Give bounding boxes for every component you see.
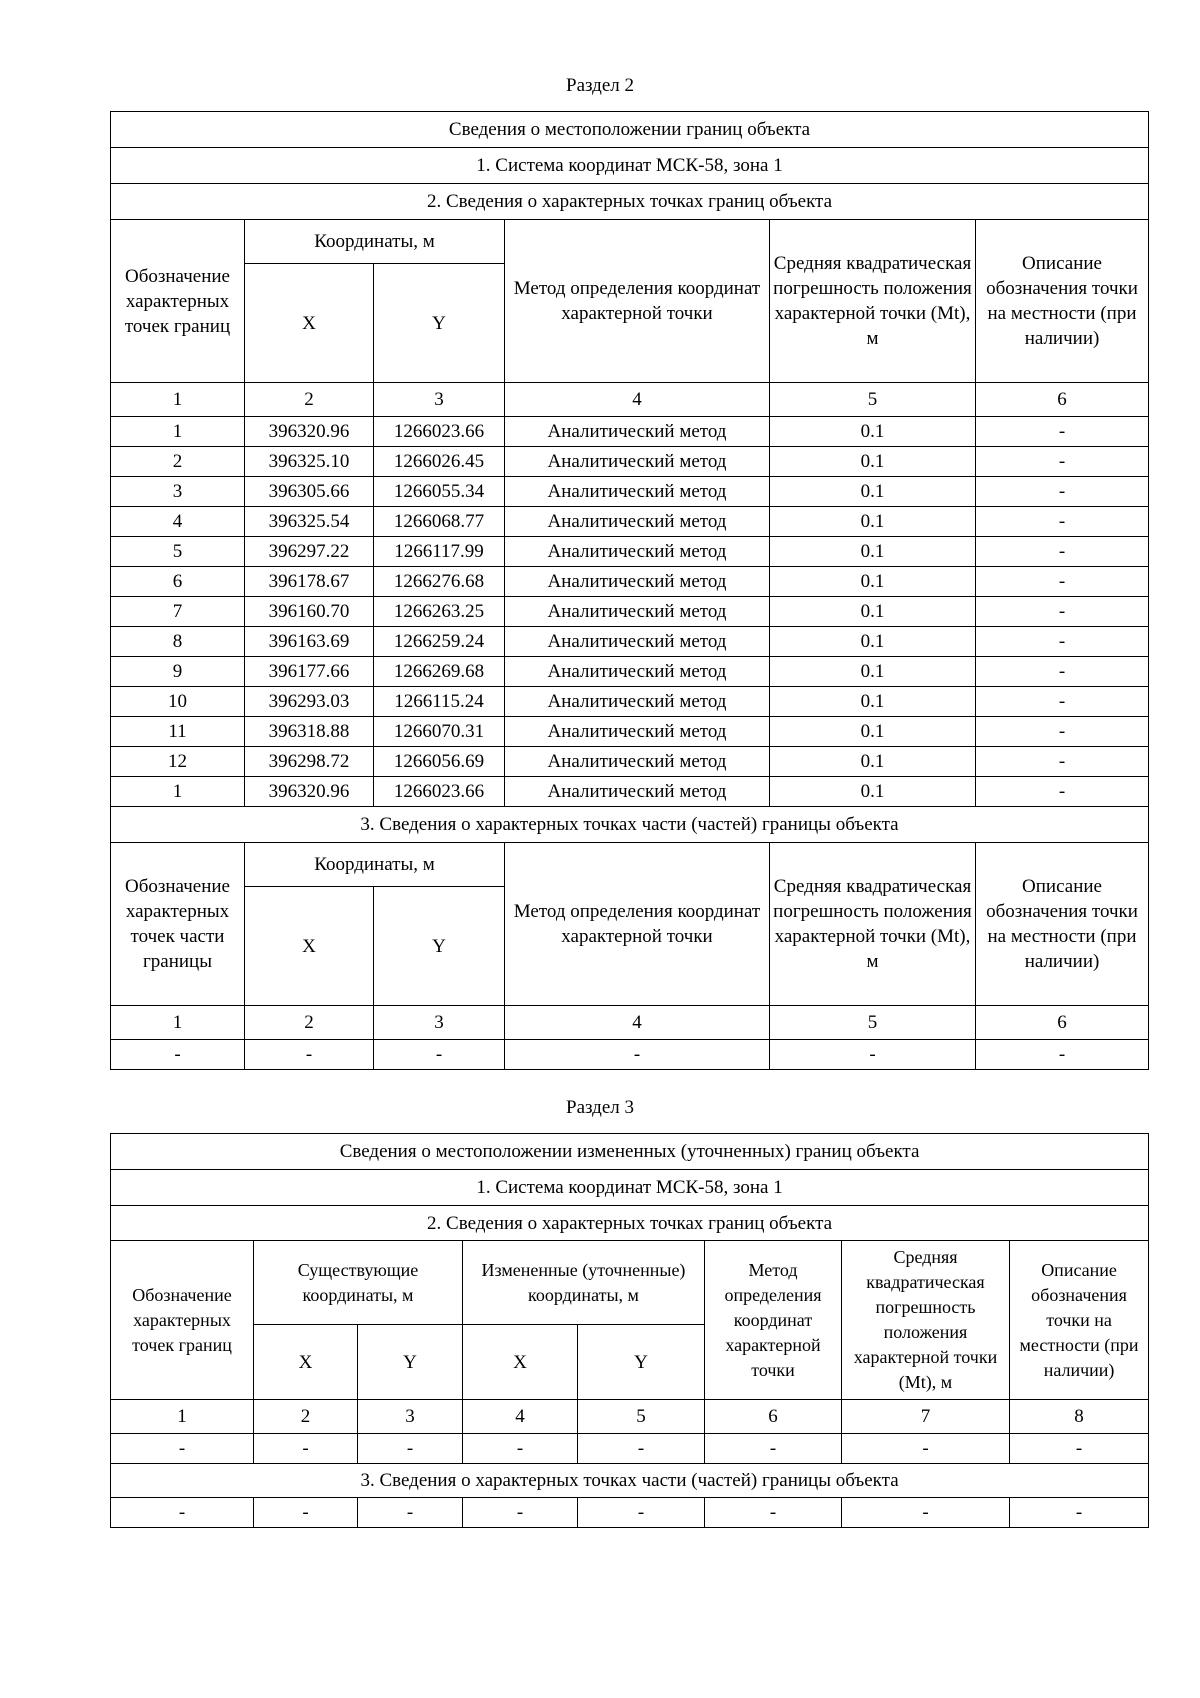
col-number: 4	[463, 1400, 578, 1434]
col-number: 6	[976, 1006, 1149, 1040]
table-cell: 5	[111, 537, 245, 567]
table-row	[111, 417, 1149, 447]
table-row	[111, 447, 1149, 477]
column-number-row	[111, 1006, 1149, 1040]
table-cell: 10	[111, 687, 245, 717]
table-cell: 0.1	[770, 777, 976, 807]
table-cell: 1266055.34	[374, 477, 505, 507]
coord-system-label: 1. Система координат МСК-58, зона 1	[111, 1170, 1149, 1206]
table-row	[111, 477, 1149, 507]
col-header-description: Описание обозначения точки на местности (при наличии)	[976, 220, 1149, 383]
table-cell: Аналитический метод	[505, 627, 770, 657]
col-header-designation: Обозначение характерных точек границ	[111, 220, 245, 383]
table-cell: 0.1	[770, 717, 976, 747]
table-cell: -	[976, 597, 1149, 627]
col-header-error: Средняя квадратическая погрешность положения характерной точки (Mt), м	[770, 843, 976, 1006]
col-header-x-existing: X	[254, 1325, 358, 1400]
table-cell: -	[374, 1040, 505, 1070]
table-cell: 396305.66	[245, 477, 374, 507]
table-cell: 8	[111, 627, 245, 657]
col-header-description: Описание обозначения точки на местности (при наличии)	[1010, 1241, 1149, 1400]
table-cell: Аналитический метод	[505, 507, 770, 537]
table-cell: -	[842, 1434, 1010, 1464]
col-number: 4	[505, 1006, 770, 1040]
table-cell: -	[976, 777, 1149, 807]
col-header-method: Метод определения координат характерной точки	[705, 1241, 842, 1400]
table-row	[111, 1498, 1149, 1528]
col-number: 3	[374, 383, 505, 417]
table-cell: 396178.67	[245, 567, 374, 597]
table-cell: -	[111, 1498, 254, 1528]
col-header-error: Средняя квадратическая погрешность положения характерной точки (Mt), м	[770, 220, 976, 383]
table-cell: 1266070.31	[374, 717, 505, 747]
table-cell: 0.1	[770, 537, 976, 567]
col-number: 2	[254, 1400, 358, 1434]
col-number: 1	[111, 1400, 254, 1434]
table-cell: 0.1	[770, 477, 976, 507]
table-cell: -	[578, 1434, 705, 1464]
col-header-x: X	[245, 264, 374, 383]
col-header-coords: Координаты, м	[245, 220, 505, 264]
table-cell: 7	[111, 597, 245, 627]
table-cell: -	[976, 537, 1149, 567]
col-header-designation: Обозначение характерных точек границ	[111, 1241, 254, 1400]
table-cell: -	[463, 1434, 578, 1464]
table-cell: -	[111, 1040, 245, 1070]
col-header-x: X	[245, 887, 374, 1006]
table-cell: 1266117.99	[374, 537, 505, 567]
table-cell: 0.1	[770, 657, 976, 687]
table-cell: 0.1	[770, 687, 976, 717]
table-row	[111, 1040, 1149, 1070]
table-cell: 396163.69	[245, 627, 374, 657]
table-cell: 4	[111, 507, 245, 537]
table-cell: -	[358, 1498, 463, 1528]
table-cell: -	[976, 657, 1149, 687]
table-cell: 11	[111, 717, 245, 747]
table-cell: 9	[111, 657, 245, 687]
table-cell: 0.1	[770, 447, 976, 477]
table-cell: Аналитический метод	[505, 477, 770, 507]
table-cell: 396160.70	[245, 597, 374, 627]
table-cell: Аналитический метод	[505, 567, 770, 597]
table-cell: 1266026.45	[374, 447, 505, 477]
section-3-header: Сведения о местоположении измененных (уточненных) границ объекта	[111, 1134, 1149, 1170]
col-number: 7	[842, 1400, 1010, 1434]
table-row	[111, 567, 1149, 597]
col-number: 5	[770, 383, 976, 417]
col-number: 4	[505, 383, 770, 417]
table-cell: -	[254, 1434, 358, 1464]
table-cell: 0.1	[770, 507, 976, 537]
table-cell: 396298.72	[245, 747, 374, 777]
table-row	[111, 627, 1149, 657]
column-number-row	[111, 383, 1149, 417]
subsection-heading: 3. Сведения о характерных точках части (частей) границы объекта	[111, 807, 1149, 843]
table-cell: -	[111, 1434, 254, 1464]
table-cell: 396318.88	[245, 717, 374, 747]
section-2-title: Раздел 2	[566, 75, 634, 96]
table-cell: 1266068.77	[374, 507, 505, 537]
table-cell: 1	[111, 777, 245, 807]
table-cell: -	[976, 1040, 1149, 1070]
table-row	[111, 597, 1149, 627]
table-cell: 1266023.66	[374, 777, 505, 807]
col-header-y-existing: Y	[358, 1325, 463, 1400]
table-cell: -	[976, 567, 1149, 597]
col-header-error: Средняя квадратическая погрешность положения характерной точки (Mt), м	[842, 1241, 1010, 1400]
col-header-existing-coords: Существующие координаты, м	[254, 1241, 463, 1325]
table-cell: -	[976, 507, 1149, 537]
col-number: 6	[976, 383, 1149, 417]
table-cell: 396297.22	[245, 537, 374, 567]
table-cell: -	[358, 1434, 463, 1464]
table-cell: 3	[111, 477, 245, 507]
col-number: 2	[245, 383, 374, 417]
table-row	[111, 537, 1149, 567]
table-cell: 12	[111, 747, 245, 777]
table-cell: Аналитический метод	[505, 657, 770, 687]
table-cell: Аналитический метод	[505, 687, 770, 717]
table-cell: -	[505, 1040, 770, 1070]
col-header-y: Y	[374, 887, 505, 1006]
table-cell: Аналитический метод	[505, 777, 770, 807]
table-row	[111, 657, 1149, 687]
table-cell: Аналитический метод	[505, 717, 770, 747]
col-header-y-changed: Y	[578, 1325, 705, 1400]
table-cell: -	[976, 687, 1149, 717]
table-cell: 1266023.66	[374, 417, 505, 447]
col-header-designation: Обозначение характерных точек части границы	[111, 843, 245, 1006]
table-cell: 6	[111, 567, 245, 597]
table-cell: 0.1	[770, 627, 976, 657]
table-cell: 1266269.68	[374, 657, 505, 687]
table-cell: 396320.96	[245, 417, 374, 447]
col-header-y: Y	[374, 264, 505, 383]
table-cell: 1266263.25	[374, 597, 505, 627]
table-cell: -	[578, 1498, 705, 1528]
table-cell: -	[1010, 1498, 1149, 1528]
table-cell: -	[976, 477, 1149, 507]
col-header-changed-coords: Измененные (уточненные) координаты, м	[463, 1241, 705, 1325]
table-cell: 1266276.68	[374, 567, 505, 597]
table-cell: 1	[111, 417, 245, 447]
section-2-table	[110, 111, 1149, 1070]
col-header-description: Описание обозначения точки на местности (при наличии)	[976, 843, 1149, 1006]
table-cell: 1266056.69	[374, 747, 505, 777]
table-cell: -	[254, 1498, 358, 1528]
table-cell: -	[976, 747, 1149, 777]
table-cell: -	[770, 1040, 976, 1070]
table-cell: -	[976, 417, 1149, 447]
table-cell: 0.1	[770, 597, 976, 627]
col-number: 6	[705, 1400, 842, 1434]
table-row	[111, 507, 1149, 537]
col-number: 3	[374, 1006, 505, 1040]
table-cell: 396320.96	[245, 777, 374, 807]
table-cell: -	[842, 1498, 1010, 1528]
table-cell: -	[245, 1040, 374, 1070]
table-cell: -	[463, 1498, 578, 1528]
table-cell: -	[1010, 1434, 1149, 1464]
table-cell: -	[705, 1434, 842, 1464]
table-cell: 396293.03	[245, 687, 374, 717]
table-cell: 396325.10	[245, 447, 374, 477]
table-cell: Аналитический метод	[505, 447, 770, 477]
table-cell: Аналитический метод	[505, 747, 770, 777]
table-cell: Аналитический метод	[505, 597, 770, 627]
col-header-method: Метод определения координат характерной точки	[505, 220, 770, 383]
section-3-table	[110, 1133, 1149, 1528]
table-cell: 396325.54	[245, 507, 374, 537]
col-number: 1	[111, 1006, 245, 1040]
table-cell: 0.1	[770, 417, 976, 447]
col-header-coords: Координаты, м	[245, 843, 505, 887]
table-cell: Аналитический метод	[505, 537, 770, 567]
table-row	[111, 717, 1149, 747]
col-header-method: Метод определения координат характерной точки	[505, 843, 770, 1006]
table-cell: -	[705, 1498, 842, 1528]
column-number-row	[111, 1400, 1149, 1434]
section-3-title: Раздел 3	[566, 1097, 634, 1118]
coord-system-label: 1. Система координат МСК-58, зона 1	[111, 148, 1149, 184]
table-cell: 0.1	[770, 747, 976, 777]
table-cell: -	[976, 717, 1149, 747]
table-cell: 2	[111, 447, 245, 477]
col-number: 8	[1010, 1400, 1149, 1434]
table-cell: Аналитический метод	[505, 417, 770, 447]
table-row	[111, 1434, 1149, 1464]
subsection-heading: 3. Сведения о характерных точках части (частей) границы объекта	[111, 1464, 1149, 1498]
table-cell: -	[976, 627, 1149, 657]
table-cell: -	[976, 447, 1149, 477]
table-cell: 0.1	[770, 567, 976, 597]
subsection-heading: 2. Сведения о характерных точках границ объекта	[111, 184, 1149, 220]
table-row	[111, 777, 1149, 807]
subsection-heading: 2. Сведения о характерных точках границ объекта	[111, 1206, 1149, 1241]
col-number: 5	[578, 1400, 705, 1434]
table-cell: 1266259.24	[374, 627, 505, 657]
col-number: 3	[358, 1400, 463, 1434]
col-header-x-changed: X	[463, 1325, 578, 1400]
table-row	[111, 687, 1149, 717]
col-number: 2	[245, 1006, 374, 1040]
table-cell: 1266115.24	[374, 687, 505, 717]
col-number: 1	[111, 383, 245, 417]
col-number: 5	[770, 1006, 976, 1040]
table-cell: 396177.66	[245, 657, 374, 687]
table-row	[111, 747, 1149, 777]
section-2-header: Сведения о местоположении границ объекта	[111, 112, 1149, 148]
